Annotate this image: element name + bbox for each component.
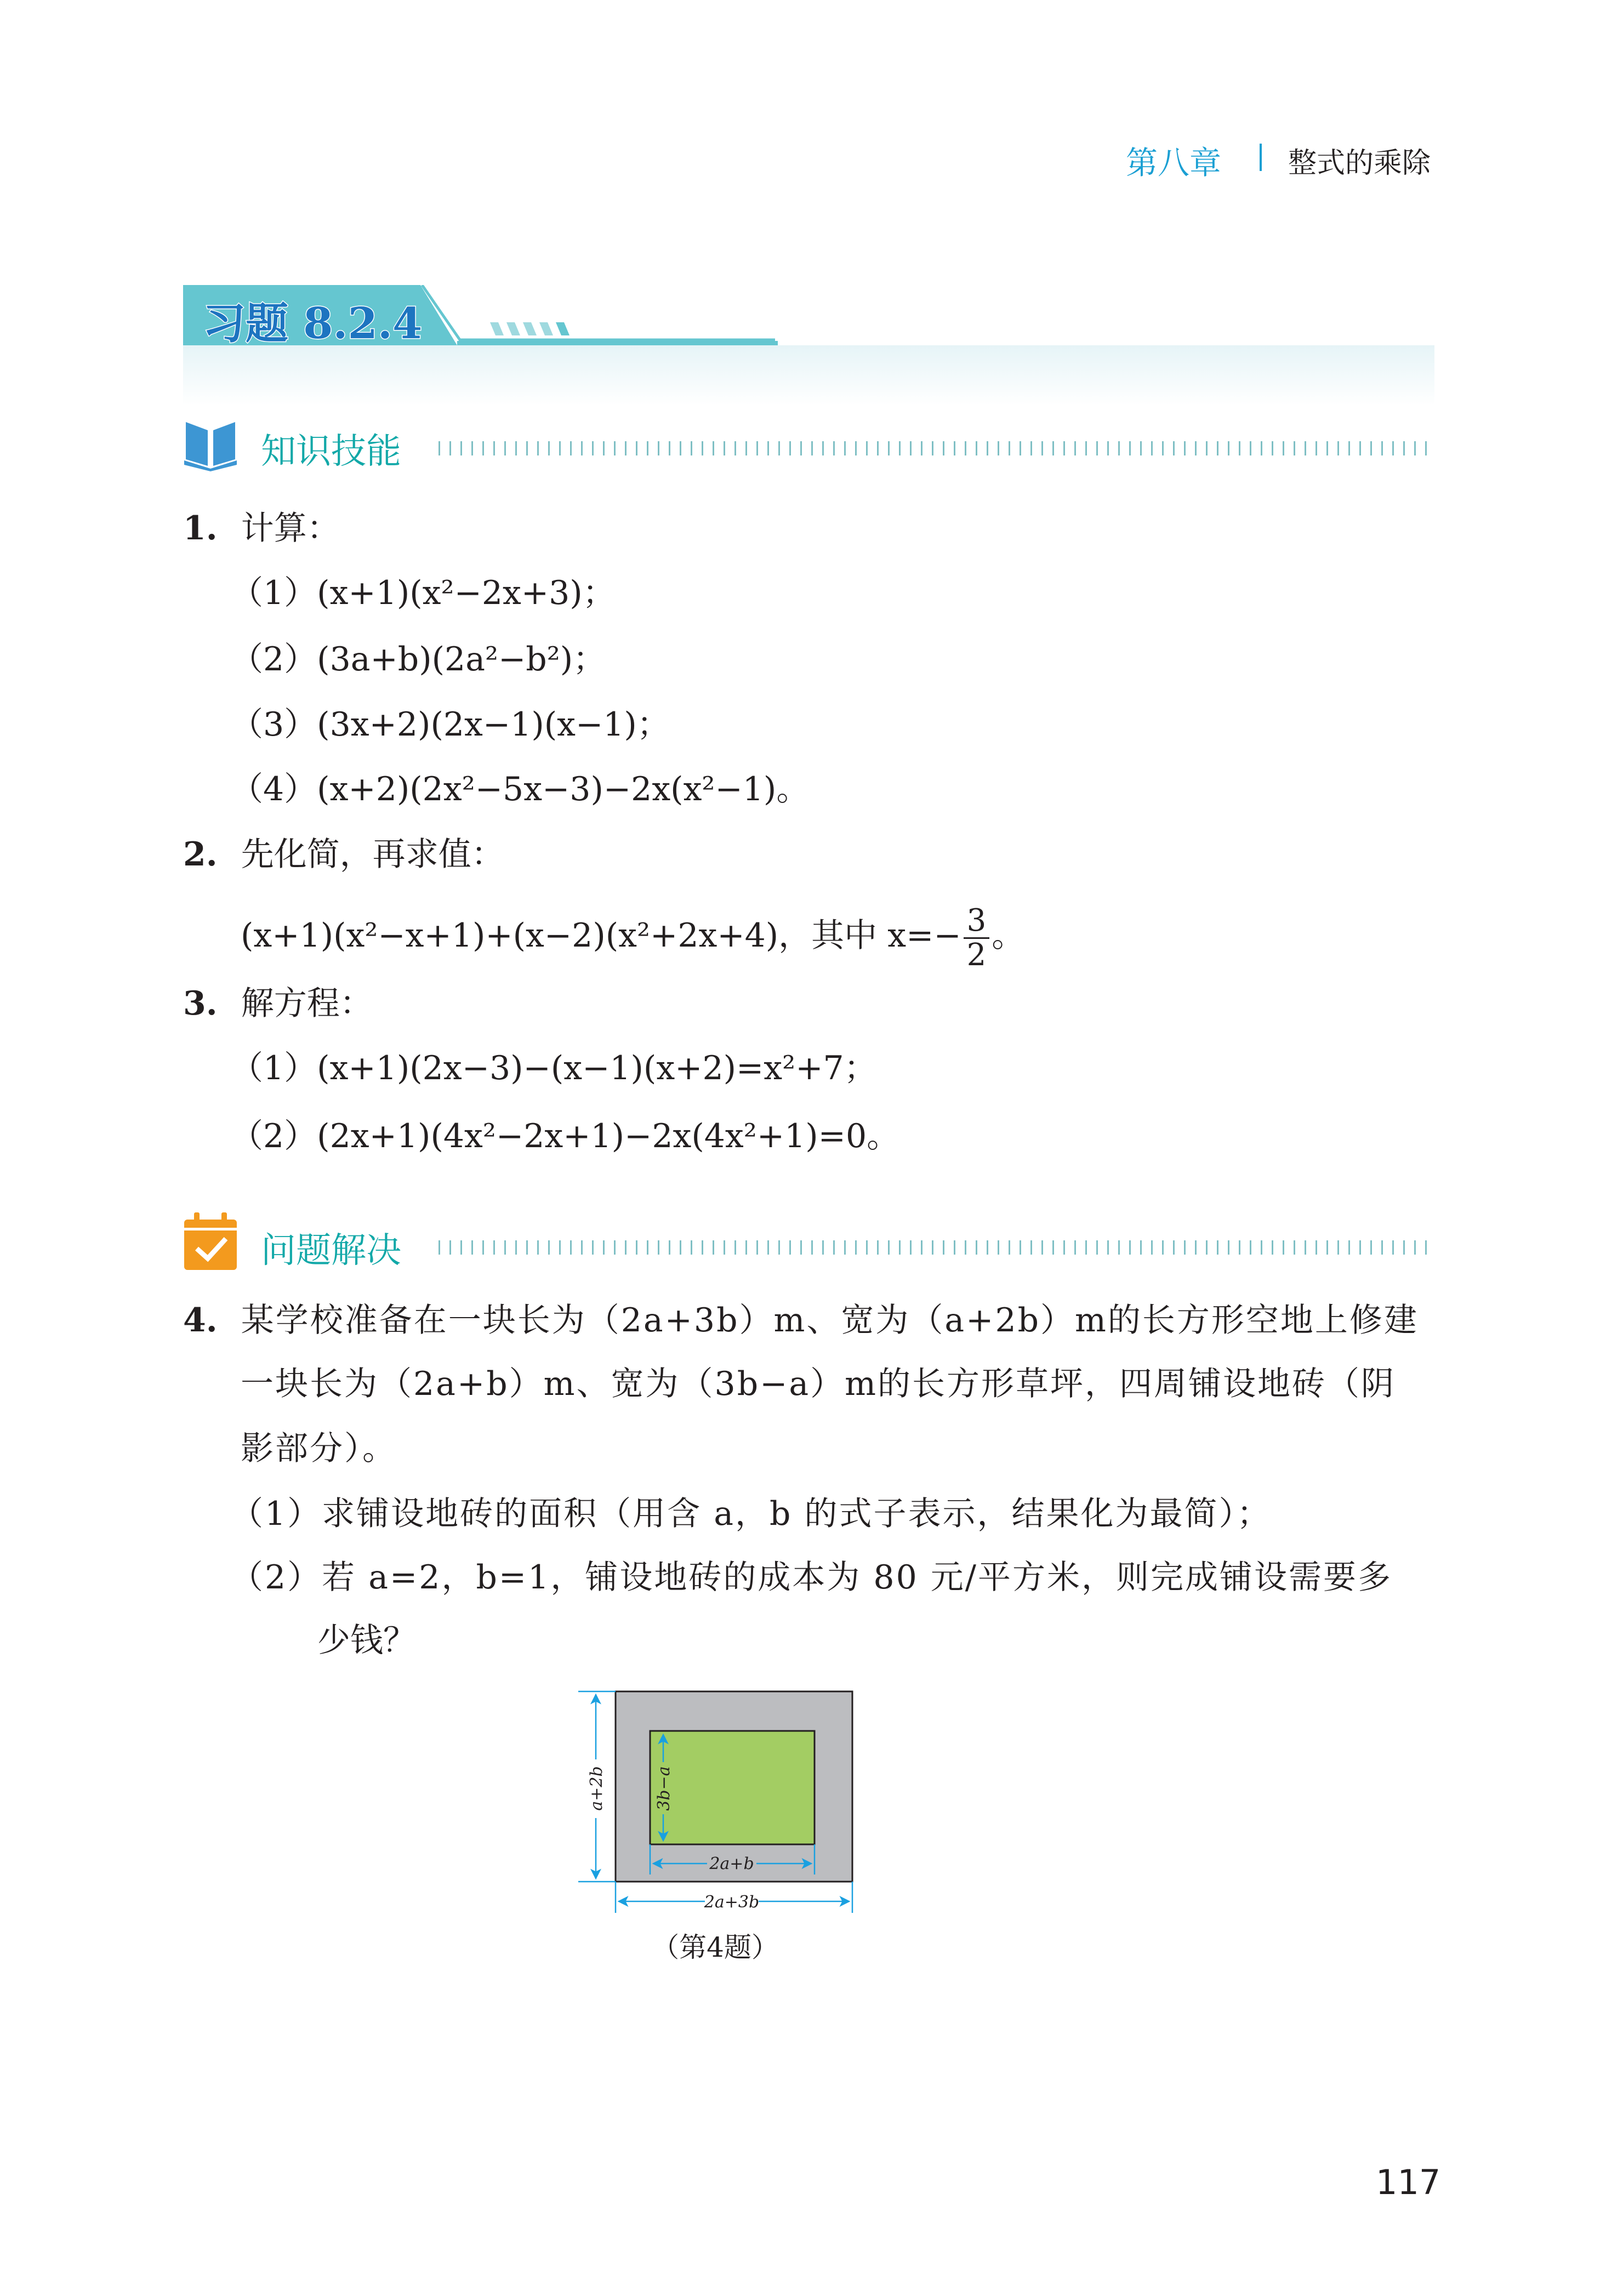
question-1 [183,506,340,550]
question-prompt: 先化简，再求值： [241,835,504,874]
section-title-problem-solving: 问题解决 [261,1230,401,1271]
question-number: 3. [183,984,218,1023]
open-book-icon [183,417,238,471]
header-divider [1260,144,1262,171]
q4-text-line: 影部分）。 [241,1429,397,1468]
question-number: 2. [183,835,218,874]
fraction-denominator: 2 [966,937,987,973]
exercise-title: 习题 8.2.4 [203,299,423,349]
question-3 [183,982,373,1025]
fraction [964,904,990,972]
q3-item: （1）(x+1)(2x−3)−(x−1)(x+2)=x²+7； [230,1049,877,1087]
dim-inner-width: 2a+b [709,1854,754,1873]
question-number: 1. [183,509,218,548]
lawn-diagram [576,1688,1041,1995]
q1-item: （2）(3a+b)(2a²−b²)； [230,640,606,679]
question-number: 4. [183,1301,218,1340]
q4-item: （1）求铺设地砖的面积（用含 a，b 的式子表示，结果化为最简）； [230,1495,1272,1533]
banner-gradient [183,345,1434,406]
dim-outer-width: 2a+3b [704,1893,760,1912]
section-title-skills: 知识技能 [261,431,401,472]
q1-item: （1）(x+1)(x²−2x+3)； [230,574,616,612]
question-prompt: 解方程： [241,984,373,1023]
lawn-area [650,1731,815,1844]
calendar-check-icon [183,1211,238,1272]
dim-inner-height: 3b−a [654,1766,674,1811]
q1-item: （3）(3x+2)(2x−1)(x−1)； [230,705,670,744]
q4-item: （2）若 a=2，b=1，铺设地砖的成本为 80 元/平方米，则完成铺设需要多 [230,1558,1393,1597]
q4-text-line: 某学校准备在一块长为（2a+3b）m、宽为（a+2b）m的长方形空地上修建 [241,1301,1419,1340]
section-divider [439,441,1434,455]
q4-item-continuation: 少钱？ [317,1621,416,1660]
section-divider [439,1240,1434,1255]
question-4 [183,1298,1419,1342]
q2-expr-end: 。 [992,916,1025,955]
figure-caption: （第4题） [652,1932,779,1963]
q2-expression [241,904,1024,972]
q1-item: （4）(x+2)(2x²−5x−3)−2x(x²−1)。 [230,770,810,808]
q2-expr-text: (x+1)(x²−x+1)+(x−2)(x²+2x+4)，其中 x=− [241,916,961,955]
q3-item: （2）(2x+1)(4x²−2x+1)−2x(4x²+1)=0。 [230,1117,900,1155]
question-prompt: 计算： [241,509,340,548]
page-number: 117 [1376,2162,1441,2202]
chapter-title: 整式的乘除 [1288,147,1431,180]
chapter-label: 第八章 [1126,144,1222,181]
dim-outer-height: a+2b [587,1766,606,1811]
q4-text-line: 一块长为（2a+b）m、宽为（3b−a）m的长方形草坪，四周铺设地砖（阴 [241,1365,1396,1403]
fraction-numerator: 3 [964,904,990,939]
question-2 [183,833,504,876]
